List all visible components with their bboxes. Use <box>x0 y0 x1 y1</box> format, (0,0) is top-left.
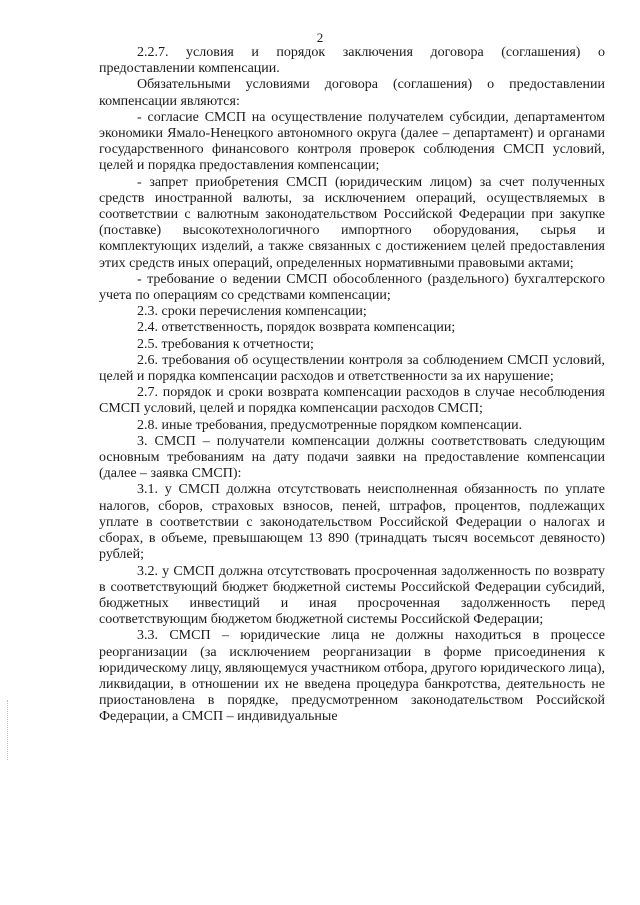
paragraph-2-6: 2.6. требования об осуществлении контроля за соблюдением СМСП условий, целей и порядка компенсации расходов и ответственности за их нарушение; <box>99 352 605 385</box>
document-body <box>99 45 605 726</box>
paragraph-2-3: 2.3. сроки перечисления компенсации; <box>137 304 367 320</box>
paragraph-3: 3. СМСП – получатели компенсации должны соответствовать следующим основным требованиям на дату подачи заявки на предоставление компенсации (далее – заявка СМСП): <box>99 433 605 482</box>
paragraph-separate-accounting: - требование о ведении СМСП обособленного (раздельного) бухгалтерского учета по операциям со средствами компенсации; <box>99 271 605 304</box>
paragraph-3-3: 3.3. СМСП – юридические лица не должны находиться в процессе реорганизации (за исключением реорганизации в форме присоединения к юридическому лицу, являющемуся участником отбора, другого юридического лица), ликвидации, в отношении их не введена процедура банкротства, деятельность не приостановлена в порядке, предусмотренном законодательством Российской Федерации, а СМСП – индивидуальные <box>99 628 605 725</box>
paragraph-mandatory-conditions: Обязательными условиями договора (соглашения) о предоставлении компенсации являются: <box>99 77 605 109</box>
paragraph-3-2: 3.2. у СМСП должна отсутствовать просроченная задолженность по возврату в соответствующий бюджет бюджетной системы Российской Федерации субсидий, бюджетных инвестиций и иная просроченная задолженность перед соответствующим бюджетом бюджетной системы Российской Федерации; <box>99 563 605 628</box>
paragraph-3-1: 3.1. у СМСП должна отсутствовать неисполненная обязанность по уплате налогов, сборов, страховых взносов, пеней, штрафов, процентов, подлежащих уплате в соответствии с законодательством Российской Федерации о налогах и сборах, в объеме, превышающем 13 890 (тринадцать тысяч восемьсот девяносто) рублей; <box>99 482 605 563</box>
paragraph-2-7: 2.7. порядок и сроки возврата компенсации расходов в случае несоблюдения СМСП условий, целей и порядка компенсации расходов СМСП; <box>99 385 605 417</box>
paragraph-2-5: 2.5. требования к отчетности; <box>137 336 314 352</box>
paragraph-2-4: 2.4. ответственность, порядок возврата компенсации; <box>137 320 456 336</box>
page-number: 2 <box>316 30 324 45</box>
paragraph-currency-ban: - запрет приобретения СМСП (юридическим лицом) за счет полученных средств иностранной валюты, за исключением операций, осуществляемых в соответствии с валютным законодательством Российской Федерации при закупке (поставке) высокотехнологичного импортного оборудования, сырья и комплектующих изделий, а также связанных с достижением целей предоставления этих средств иных операций, определенных нормативными правовыми актами; <box>99 174 605 271</box>
scan-edge-marks <box>7 700 10 760</box>
paragraph-2-8: 2.8. иные требования, предусмотренные порядком компенсации. <box>137 417 523 433</box>
paragraph-2-2-7: 2.2.7. условия и порядок заключения договора (соглашения) о предоставлении компенсации. <box>99 45 605 77</box>
paragraph-consent: - согласие СМСП на осуществление получателем субсидии, департаментом экономики Ямало-Ненецкого автономного округа (далее – департамент) и органами государственного финансового контроля проверок соблюдения СМСП условий, целей и порядка предоставления компенсации; <box>99 109 605 174</box>
